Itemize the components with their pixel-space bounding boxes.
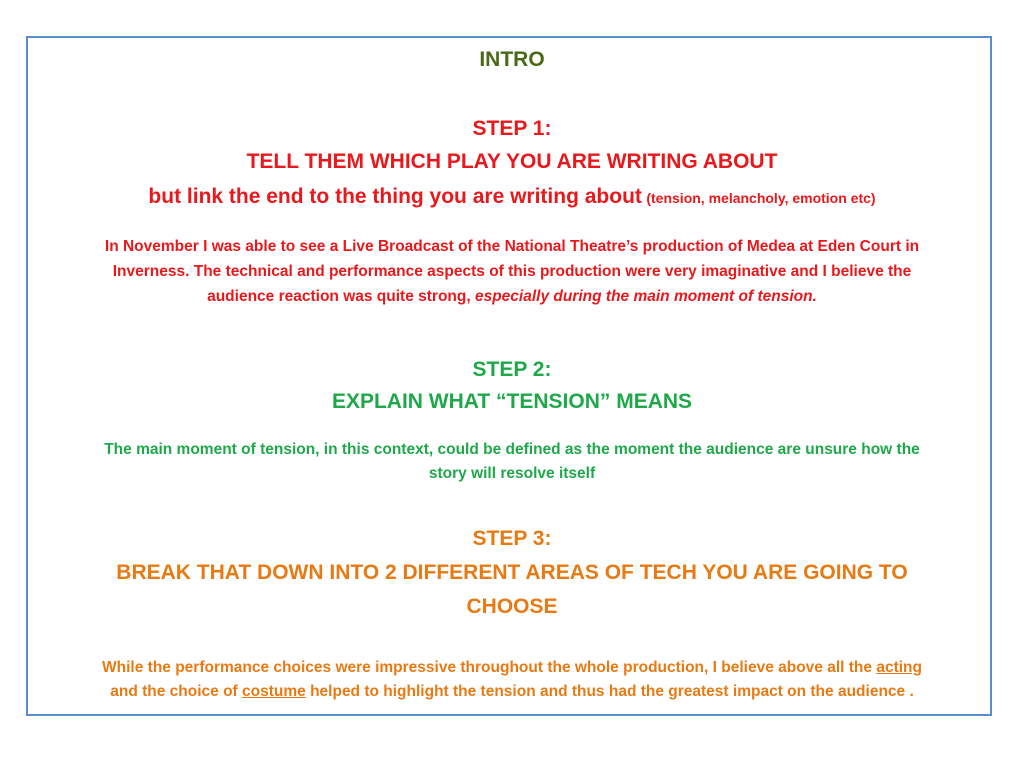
step3-heading-line1: BREAK THAT DOWN INTO 2 DIFFERENT AREAS OF TECH YOU ARE GOING TO xyxy=(116,561,908,584)
step1-heading: TELL THEM WHICH PLAY YOU ARE WRITING ABOUT xyxy=(246,150,778,173)
step1-title: STEP 1: xyxy=(472,117,552,140)
step3-keyword-costume: costume xyxy=(242,683,306,700)
step1-example-line1: In November I was able to see a Live Broadcast of the National Theatre’s production of Medea at Eden Court in xyxy=(104,238,920,255)
step3-example-line1 xyxy=(30,660,994,676)
step2-heading: EXPLAIN WHAT “TENSION” MEANS xyxy=(331,390,693,413)
step3-example-line1-text: While the performance choices were impressive throughout the whole production, I believe above all the xyxy=(102,659,873,676)
step3-example-line2-start: and the choice of xyxy=(110,683,238,700)
step1-example-line3-italic: especially during the main moment of tension. xyxy=(474,288,817,305)
step1-example-line3-text: audience reaction was quite strong, xyxy=(207,288,471,305)
step1-example-line2: Inverness. The technical and performance aspects of this production were very imaginative and I believe the xyxy=(112,263,912,280)
step1-subheading-row xyxy=(30,186,994,207)
step2-title: STEP 2: xyxy=(472,358,552,381)
step3-example-line2 xyxy=(30,684,994,700)
step2-example-line2: story will resolve itself xyxy=(428,465,596,482)
step3-keyword-acting: acting xyxy=(876,659,922,676)
step3-title: STEP 3: xyxy=(472,527,552,550)
step3-heading-line2: CHOOSE xyxy=(466,595,558,618)
step1-subheading-note: (tension, melancholy, emotion etc) xyxy=(646,190,876,206)
step2-example-line1: The main moment of tension, in this context, could be defined as the moment the audience are unsure how the xyxy=(104,441,920,458)
intro-title: INTRO xyxy=(479,48,545,71)
step1-subheading: but link the end to the thing you are writing about xyxy=(148,185,642,208)
step1-example-line3 xyxy=(30,289,994,305)
step3-example-line2-end: helped to highlight the tension and thus had the greatest impact on the audience . xyxy=(310,683,914,700)
